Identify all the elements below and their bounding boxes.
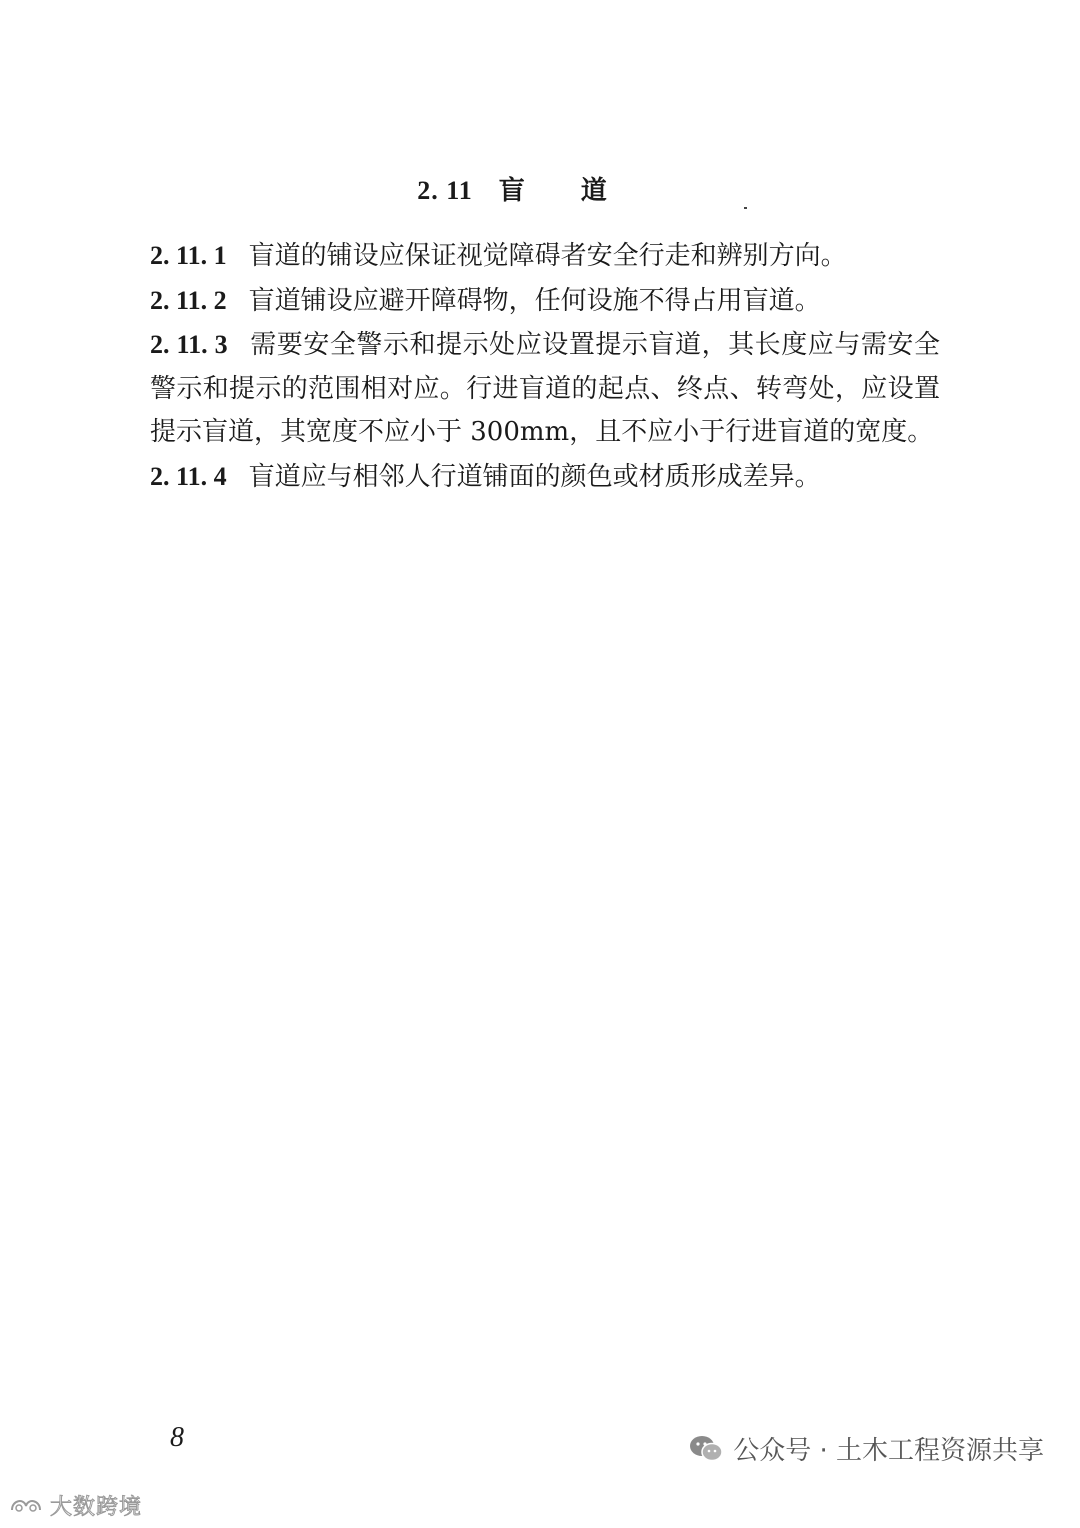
clause-number: 2. 11. 3: [150, 330, 228, 359]
section-heading: [0, 170, 1080, 207]
watermark-text: 大数跨境: [50, 1495, 143, 1520]
clause-item: [150, 455, 940, 500]
scan-speck: [744, 207, 747, 209]
page-number: 8: [170, 1422, 184, 1453]
clause-list: [150, 234, 940, 499]
watermark: [8, 1490, 142, 1521]
clause-item: [150, 234, 940, 279]
clause-text: 盲道应与相邻人行道铺面的颜色或材质形成差异。: [248, 461, 821, 492]
clause-item: [150, 279, 940, 324]
clause-number: 2. 11. 4: [150, 461, 227, 491]
wechat-icon: [689, 1435, 723, 1463]
footer-credit: [689, 1430, 1044, 1467]
clause-number: 2. 11. 1: [150, 241, 227, 270]
watermark-logo-icon: [8, 1494, 44, 1518]
clause-text: 盲道的铺设应保证视觉障碍者安全行走和辨别方向。: [248, 241, 847, 271]
section-number: 2. 11: [417, 176, 473, 205]
section-title: 盲道: [498, 176, 663, 206]
clause-text: 需要安全警示和提示处应设置提示盲道，其长度应与需安全警示和提示的范围相对应。行进盲道的起点、终点、转弯处，应设置提示盲道，其宽度不应小于 300mm，且不应小于行进盲道的宽度。: [150, 330, 940, 447]
clause-number: 2. 11. 2: [150, 285, 227, 315]
footer-credit-text: 公众号 · 土木工程资源共享: [733, 1436, 1044, 1466]
clause-text: 盲道铺设应避开障碍物，任何设施不得占用盲道。: [248, 285, 821, 316]
clause-item: [150, 323, 940, 455]
